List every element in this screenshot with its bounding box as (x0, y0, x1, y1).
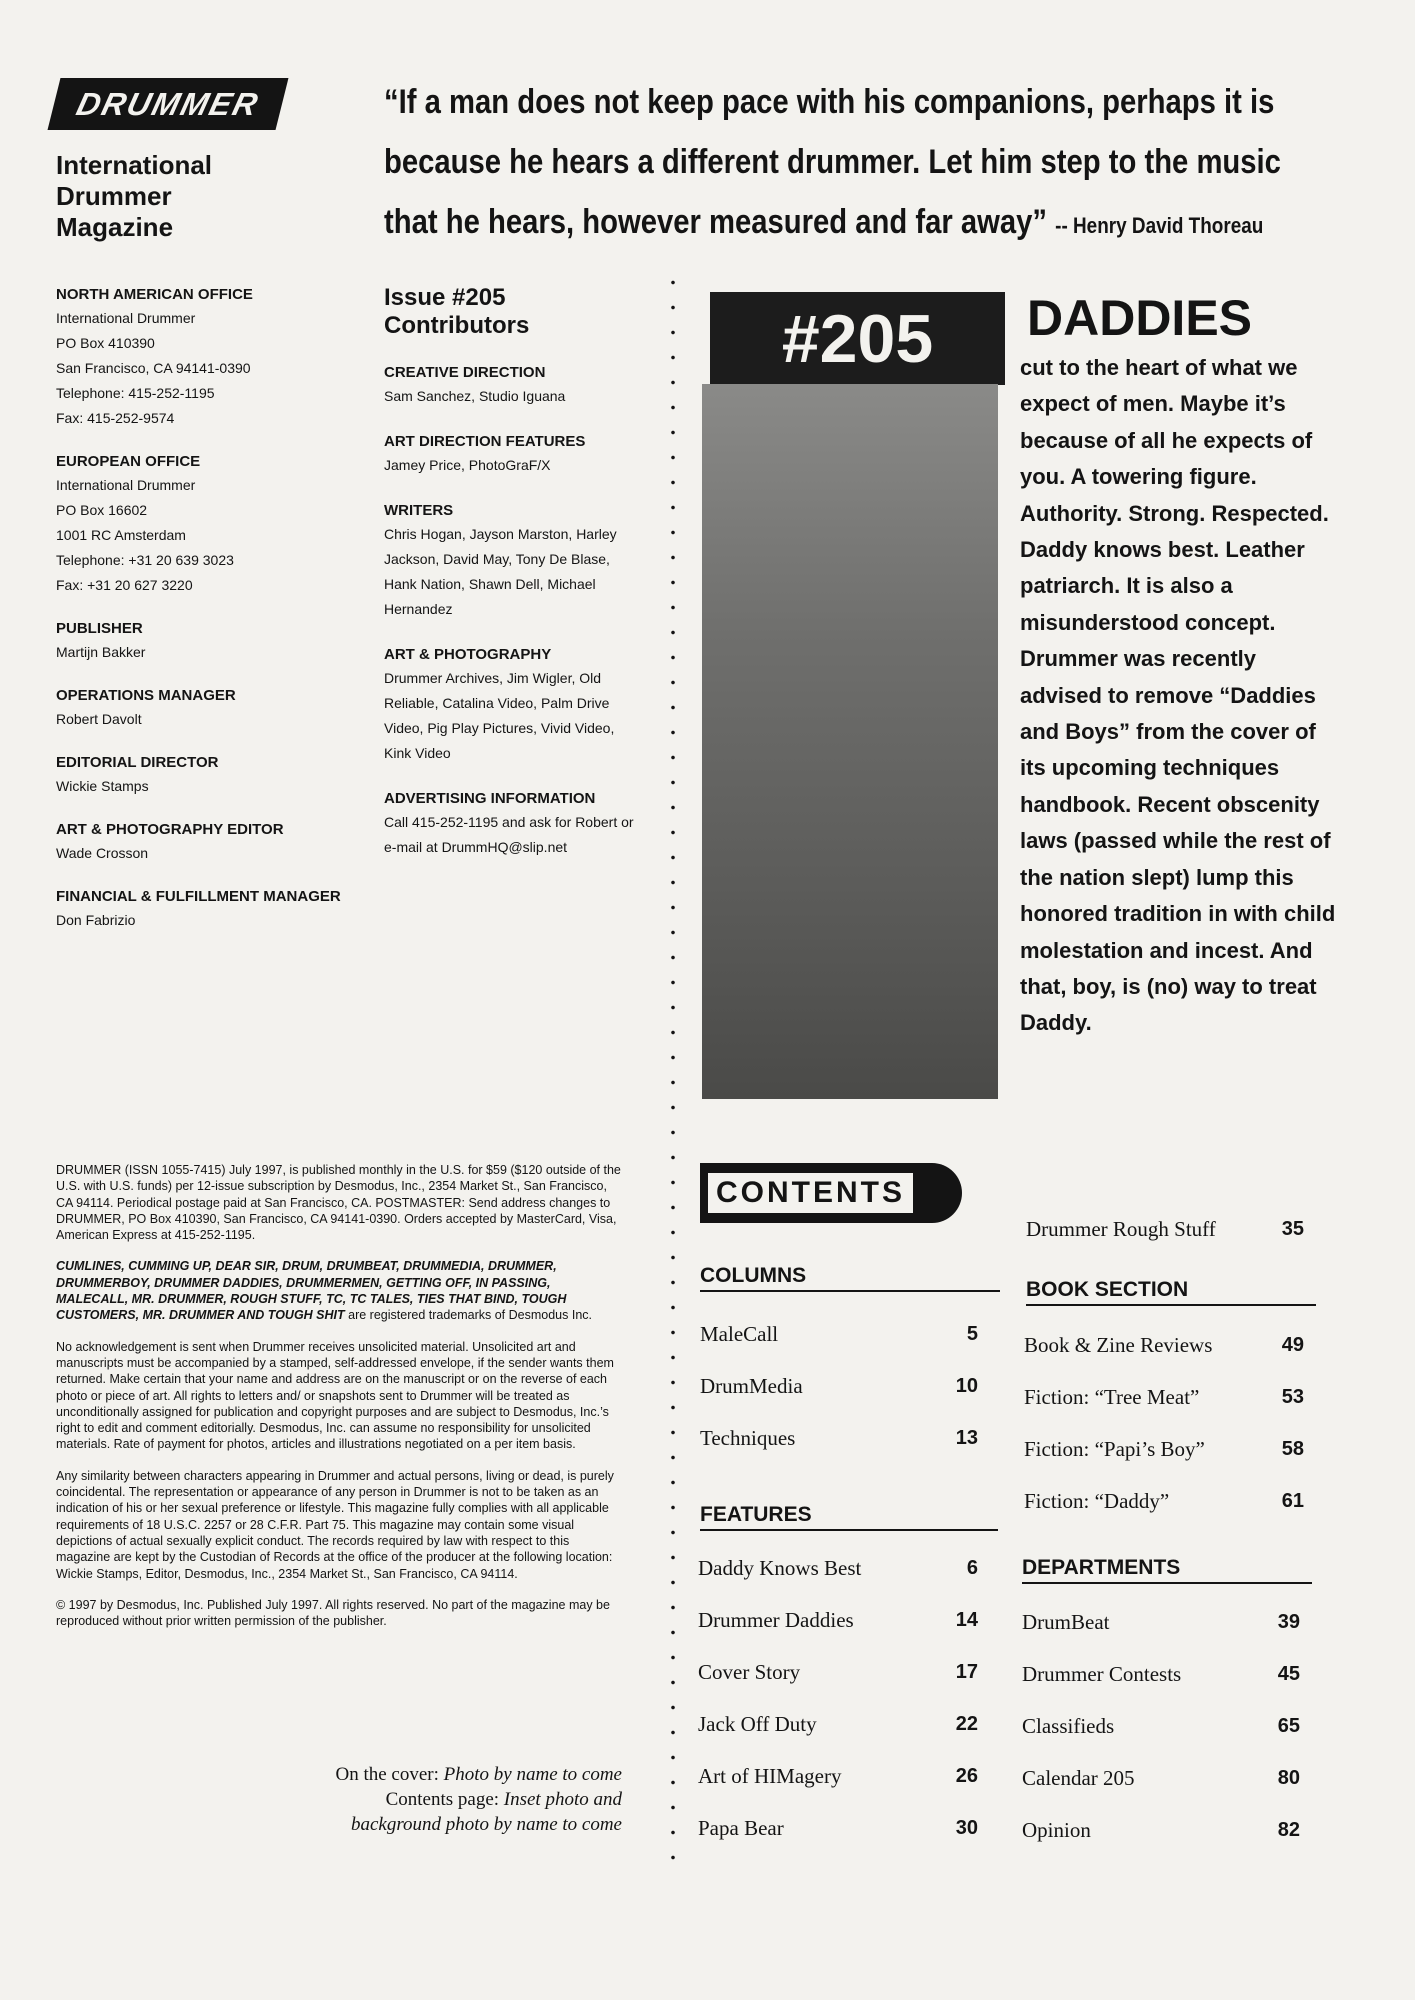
staff-block (56, 886, 356, 933)
trademark-tail: are registered trademarks of Desmodus Inc. (344, 1308, 592, 1323)
quote-text: “If a man does not keep pace with his companions, perhaps it is because he hears a different drummer. Let him step to the music that he hears, however measured and far away” (384, 83, 1281, 241)
staff-label: FINANCIAL & FULFILLMENT MANAGER (56, 888, 341, 905)
departments-heading: DEPARTMENTS (1022, 1556, 1312, 1584)
staff-label: PUBLISHER (56, 620, 143, 637)
contents-item: MaleCall (700, 1322, 779, 1346)
staff-label: NORTH AMERICAN OFFICE (56, 286, 253, 303)
contents-item: Book & Zine Reviews (1024, 1333, 1213, 1357)
credit-label: Contents page: (385, 1789, 504, 1810)
contents-item: Techniques (700, 1426, 796, 1450)
issue-number: #205 (781, 300, 934, 377)
credit-value: Inset photo and (503, 1789, 622, 1810)
cover-credits (220, 1762, 622, 1837)
legal-paragraph: © 1997 by Desmodus, Inc. Published July 1997. All rights reserved. No part of the magazine may be reproduced without prior written permission of the publisher. (56, 1597, 610, 1629)
staff-block (56, 752, 356, 799)
contents-item: Fiction: “Papi’s Boy” (1024, 1437, 1205, 1461)
contents-page: 14 (955, 1609, 978, 1631)
staff-line: San Francisco, CA 94141-0390 (56, 360, 251, 376)
contents-page: 6 (966, 1557, 978, 1579)
staff-block (56, 819, 356, 866)
contents-page: 30 (955, 1817, 978, 1839)
contents-page: 35 (1281, 1218, 1304, 1240)
contents-page: 39 (1277, 1611, 1300, 1633)
contributor-label: ART & PHOTOGRAPHY (384, 646, 552, 663)
contributor-block (384, 644, 644, 766)
staff-listing (56, 284, 356, 953)
staff-line: Fax: 415-252-9574 (56, 410, 175, 426)
staff-line: Wickie Stamps (56, 778, 149, 794)
staff-line: International Drummer (56, 477, 196, 493)
contents-item: Fiction: “Daddy” (1024, 1489, 1170, 1513)
staff-line: Don Fabrizio (56, 912, 136, 928)
credit-value: background photo by name to come (350, 1814, 622, 1835)
contents-item: Cover Story (698, 1660, 801, 1684)
contributor-block (384, 788, 644, 860)
contents-item: Calendar 205 (1022, 1766, 1135, 1790)
trademark-list: CUMLINES, CUMMING UP, DEAR SIR, DRUM, DRUMBEAT, DRUMMEDIA, DRUMMER, DRUMMERBOY, DRUMMER DADDIES, DRUMMERMEN, GETTING OFF, IN PASSING, MALECALL, MR. DRUMMER, ROUGH STUFF, TC, TC TALES, TIES THAT BIND, TOUGH CUSTOMERS, MR. DRUMMER AND TOUGH SHIT (56, 1259, 567, 1323)
book-section-heading: BOOK SECTION (1026, 1278, 1316, 1306)
title-line: Drummer (56, 181, 172, 211)
staff-label: OPERATIONS MANAGER (56, 687, 236, 704)
feature-heading: DADDIES (1027, 290, 1253, 346)
contents-page: 65 (1277, 1715, 1300, 1737)
legal-notice (56, 1162, 626, 1644)
legal-paragraph: No acknowledgement is sent when Drummer receives unsolicited material. Unsolicited art and manuscripts must be accompanied by a stamped, self-addressed envelope, if the sender wants them returned. Make certain that your name and address are on the manuscript or on the reverse of each photo or piece of art. All rights to letters and/ or snapshots sent to Drummer will be treated as unconditionally assigned for publication and copyright purposes and are subject to Desmodus, Inc.’s right to edit and comment editorially. Desmodus, Inc. can assume no responsibility for unsolicited materials. Rate of payment for photos, articles and illustrations negotiated on a per item basis. (56, 1339, 614, 1452)
contents-page: 58 (1281, 1438, 1304, 1460)
staff-label: EDITORIAL DIRECTOR (56, 754, 219, 771)
credit-line (220, 1812, 622, 1837)
staff-line: Fax: +31 20 627 3220 (56, 577, 193, 593)
contents-item: DrumBeat (1022, 1610, 1110, 1634)
contributor-label: CREATIVE DIRECTION (384, 364, 546, 381)
credit-line (220, 1787, 622, 1812)
cover-photo (702, 384, 998, 1099)
contributor-text: Jamey Price, PhotoGraF/X (384, 457, 551, 473)
drummer-logo (48, 78, 289, 130)
contents-page: 22 (955, 1713, 978, 1735)
staff-line: Robert Davolt (56, 711, 142, 727)
contents-item: Papa Bear (698, 1816, 784, 1840)
quote-attribution: -- Henry David Thoreau (1055, 213, 1264, 238)
credit-value: Photo by name to come (443, 1764, 622, 1785)
contributor-text: Call 415-252-1195 and ask for Robert or e-mail at DrummHQ@slip.net (384, 814, 634, 855)
feature-body: cut to the heart of what we expect of men. Maybe it’s because of all he expects of you. A towering figure. Authority. Strong. Respected. Daddy knows best. Leather patriarch. It is also a misunderstood concept. Drummer was recently advised to remove “Daddies and Boys” from the cover of its upcoming techniques handbook. Recent obscenity laws (passed while the rest of the nation slept) lump this honored tradition in with child molestation and incest. And that, boy, is (no) way to treat Daddy. (1020, 355, 1336, 1036)
contents-item: DrumMedia (700, 1374, 803, 1398)
contents-page: 61 (1281, 1490, 1304, 1512)
contents-item: Jack Off Duty (698, 1712, 817, 1736)
staff-line: International Drummer (56, 310, 196, 326)
staff-line: Martijn Bakker (56, 644, 146, 660)
contents-page: 13 (955, 1427, 978, 1449)
staff-line: PO Box 410390 (56, 335, 155, 351)
legal-paragraph: Any similarity between characters appearing in Drummer and actual persons, living or dead, is purely coincidental. The representation or appearance of any person in Drummer is not to be taken as an indication of his or her sexual preference or lifestyle. This magazine fully complies with all applicable requirements of 18 U.S.C. 2257 or 28 C.F.R. Part 75. This magazine may contain some visual depictions of actual sexually explicit conduct. The records required by law with respect to this magazine are kept by the Custodian of Records at the office of the producer at the following location: Wickie Stamps, Editor, Desmodus, Inc., 2354 Market St., San Francisco, CA 94114. (56, 1468, 614, 1581)
staff-label: EUROPEAN OFFICE (56, 453, 201, 470)
contributor-block (384, 362, 644, 409)
contributor-block (384, 431, 644, 478)
staff-line: 1001 RC Amsterdam (56, 527, 186, 543)
contents-label: CONTENTS (706, 1171, 915, 1215)
contributors-heading-line: Contributors (384, 312, 530, 339)
contributor-block (384, 500, 644, 622)
staff-line: Telephone: 415-252-1195 (56, 385, 215, 401)
contents-item: Fiction: “Tree Meat” (1024, 1385, 1200, 1409)
contributor-text: Chris Hogan, Jayson Marston, Harley Jackson, David May, Tony De Blase, Hank Nation, Shawn Dell, Michael Hernandez (384, 526, 617, 617)
contents-item: Daddy Knows Best (698, 1556, 862, 1580)
credit-line (220, 1762, 622, 1787)
issue-number-box (710, 292, 1005, 385)
staff-line: Telephone: +31 20 639 3023 (56, 552, 234, 568)
contents-page: 80 (1277, 1767, 1300, 1789)
contributor-label: ADVERTISING INFORMATION (384, 790, 596, 807)
staff-block (56, 451, 356, 598)
contents-item: Opinion (1022, 1818, 1091, 1842)
contributors-heading (384, 284, 644, 340)
legal-paragraph: DRUMMER (ISSN 1055-7415) July 1997, is published monthly in the U.S. for $59 ($120 outside of the U.S. with U.S. funds) per 12-issue subscription by Desmodus, Inc., 2354 Market St., San Francisco, CA 94114. Periodical postage paid at San Francisco, CA. POSTMASTER: Send address changes to DRUMMER, PO Box 410390, San Francisco, CA 94141-0390. Orders accepted by MasterCard, Visa, American Express at 415-252-1195. (56, 1163, 621, 1243)
title-line: International (56, 150, 213, 180)
contributors-heading-line: Issue #205 (384, 284, 506, 311)
magazine-title (56, 150, 276, 243)
contributor-text: Drummer Archives, Jim Wigler, Old Reliable, Catalina Video, Palm Drive Video, Pig Play Pictures, Vivid Video, Kink Video (384, 670, 615, 761)
title-line: Magazine (56, 212, 174, 242)
contributor-label: WRITERS (384, 502, 454, 519)
columns-heading: COLUMNS (700, 1264, 1000, 1292)
staff-block (56, 284, 356, 431)
thoreau-quote (384, 72, 1313, 256)
contents-page: 45 (1277, 1663, 1300, 1685)
staff-line: Wade Crosson (56, 845, 149, 861)
contributors (384, 284, 644, 882)
dotted-divider (670, 270, 676, 1860)
contents-page: 82 (1277, 1819, 1300, 1841)
contents-item: Drummer Rough Stuff (1026, 1217, 1216, 1241)
staff-line: PO Box 16602 (56, 502, 148, 518)
contents-page: 17 (955, 1661, 978, 1683)
staff-block (56, 618, 356, 665)
contributor-text: Sam Sanchez, Studio Iguana (384, 388, 566, 404)
contents-item: Drummer Daddies (698, 1608, 854, 1632)
contents-page: 10 (955, 1375, 978, 1397)
staff-label: ART & PHOTOGRAPHY EDITOR (56, 821, 284, 838)
contents-item: Art of HIMagery (698, 1764, 842, 1788)
contents-page: 5 (966, 1323, 978, 1345)
contents-page: 49 (1281, 1334, 1304, 1356)
credit-label: On the cover: (335, 1764, 444, 1785)
staff-block (56, 685, 356, 732)
contents-item: Drummer Contests (1022, 1662, 1182, 1686)
logo-text: DRUMMER (73, 85, 264, 122)
contents-page: 26 (955, 1765, 978, 1787)
contents-item: Classifieds (1022, 1714, 1115, 1738)
contributor-label: ART DIRECTION FEATURES (384, 433, 586, 450)
legal-paragraph (56, 1258, 626, 1323)
features-heading: FEATURES (700, 1503, 998, 1531)
contents-page: 53 (1281, 1386, 1304, 1408)
contents-tab (700, 1163, 962, 1223)
